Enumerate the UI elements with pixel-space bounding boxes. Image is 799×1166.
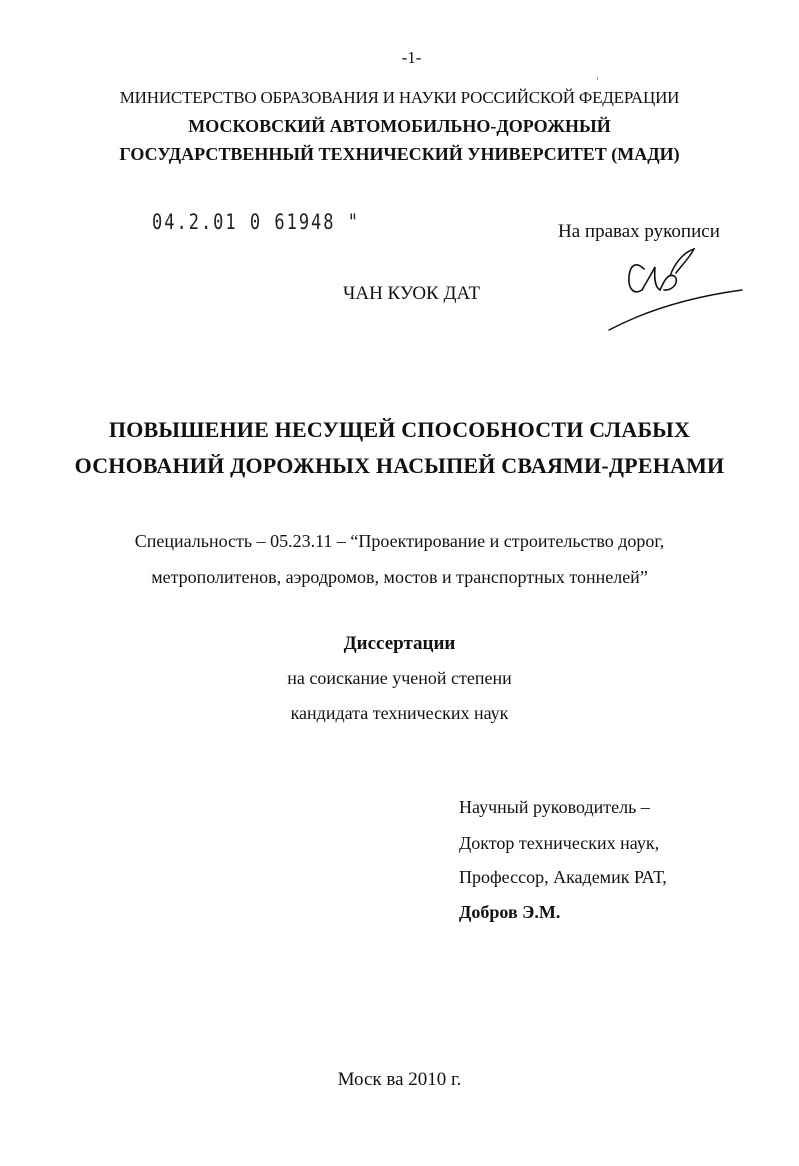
university-name-line1: МОСКОВСКИЙ АВТОМОБИЛЬНО-ДОРОЖНЫЙ [188, 116, 611, 136]
signature-icon [600, 243, 750, 338]
degree-line2: кандидата технических наук [290, 703, 509, 723]
dissertation-title-line2: ОСНОВАНИЙ ДОРОЖНЫХ НАСЫПЕЙ СВАЯМИ-ДРЕНАМИ [74, 453, 725, 478]
supervisor-name: Добров Э.М. [459, 902, 561, 922]
registration-stamp: 04.2.01 0 61948 " [152, 210, 360, 235]
city-year: Моск ва 2010 г. [337, 1069, 462, 1090]
rights-notice: На правах рукописи [558, 221, 720, 242]
dissertation-title-line1: ПОВЫШЕНИЕ НЕСУЩЕЙ СПОСОБНОСТИ СЛАБЫХ [108, 417, 691, 442]
supervisor-title: Профессор, Академик РАТ, [459, 867, 667, 887]
supervisor-degree: Доктор технических наук, [459, 833, 660, 853]
university-name-line2: ГОСУДАРСТВЕННЫЙ ТЕХНИЧЕСКИЙ УНИВЕРСИТЕТ (МАДИ) [119, 144, 680, 164]
degree-line1: на соискание ученой степени [287, 668, 512, 688]
document-type: Диссертации [343, 633, 456, 654]
scan-speck [597, 77, 598, 80]
supervisor-role: Научный руководитель – [459, 797, 650, 817]
ministry-heading: МИНИСТЕРСТВО ОБРАЗОВАНИЯ И НАУКИ РОССИЙСКОЙ ФЕДЕРАЦИИ [119, 88, 680, 107]
specialty-line1: Специальность – 05.23.11 – “Проектирование и строительство дорог, [134, 531, 665, 551]
specialty-line2: метрополитенов, аэродромов, мостов и транспортных тоннелей” [151, 567, 648, 587]
author-name: ЧАН КУОК ДАТ [343, 283, 481, 304]
page-number: -1- [401, 48, 422, 67]
